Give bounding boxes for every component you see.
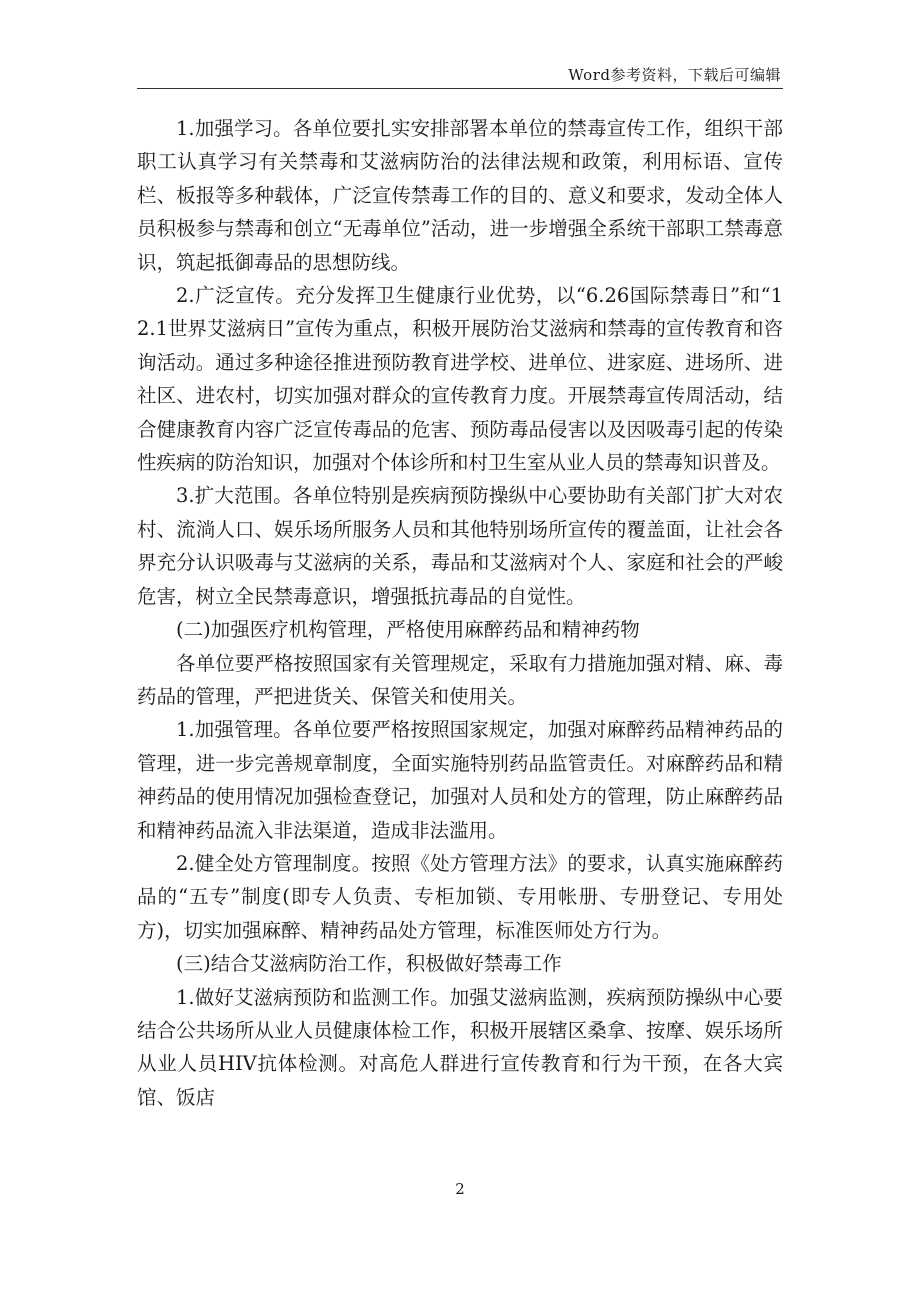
page-header xyxy=(137,62,783,89)
page-number: 2 xyxy=(455,1180,465,1198)
section-heading-2: (二)加强医疗机构管理，严格使用麻醉药品和精神药物 xyxy=(176,618,640,642)
paragraph-7: 1.做好艾滋病预防和监测工作。加强艾滋病监测，疾病预防操纵中心要结合公共场所从业人员健康体检工作，积极开展辖区桑拿、按摩、娱乐场所从业人员HIV抗体检测。对高危人群进行宣传教育和行为干预，在各大宾馆、饭店 xyxy=(137,985,783,1109)
section-heading-3: (三)结合艾滋病防治工作，积极做好禁毒工作 xyxy=(176,952,562,976)
paragraph-4: 各单位要严格按照国家有关管理规定，采取有力措施加强对精、麻、毒药品的管理，严把进货关、保管关和使用关。 xyxy=(137,651,783,708)
paragraph-5: 1.加强管理。各单位要严格按照国家规定，加强对麻醉药品精神药品的管理，进一步完善规章制度，全面实施特别药品监管责任。对麻醉药品和精神药品的使用情况加强检查登记，加强对人员和处方的管理，防止麻醉药品和精神药品流入非法渠道，造成非法滥用。 xyxy=(137,718,783,842)
paragraph-3: 3.扩大范围。各单位特别是疾病预防操纵中心要协助有关部门扩大对农村、流淌人口、娱乐场所服务人员和其他特别场所宣传的覆盖面，让社会各界充分认识吸毒与艾滋病的关系，毒品和艾滋病对个人、家庭和社会的严峻危害，树立全民禁毒意识，增强抵抗毒品的自觉性。 xyxy=(137,484,783,608)
document-body xyxy=(137,112,783,1114)
paragraph-2: 2.广泛宣传。充分发挥卫生健康行业优势，以“6.26国际禁毒日”和“12.1世界艾滋病日”宣传为重点，积极开展防治艾滋病和禁毒的宣传教育和咨询活动。通过多种途径推进预防教育进学校、进单位、进家庭、进场所、进社区、进农村，切实加强对群众的宣传教育力度。开展禁毒宣传周活动，结合健康教育内容广泛宣传毒品的危害、预防毒品侵害以及因吸毒引起的传染性疾病的防治知识，加强对个体诊所和村卫生室从业人员的禁毒知识普及。 xyxy=(137,284,783,475)
header-text: Word参考资料，下载后可编辑 xyxy=(568,66,781,84)
paragraph-6: 2.健全处方管理制度。按照《处方管理方法》的要求，认真实施麻醉药品的“五专”制度(即专人负责、专柜加锁、专用帐册、专册登记、专用处方)，切实加强麻醉、精神药品处方管理，标准医师处方行为。 xyxy=(137,851,783,942)
paragraph-1: 1.加强学习。各单位要扎实安排部署本单位的禁毒宣传工作，组织干部职工认真学习有关禁毒和艾滋病防治的法律法规和政策，利用标语、宣传栏、板报等多种载体，广泛宣传禁毒工作的目的、意义和要求，发动全体人员积极参与禁毒和创立“无毒单位”活动，进一步增强全系统干部职工禁毒意识，筑起抵御毒品的思想防线。 xyxy=(137,117,783,274)
